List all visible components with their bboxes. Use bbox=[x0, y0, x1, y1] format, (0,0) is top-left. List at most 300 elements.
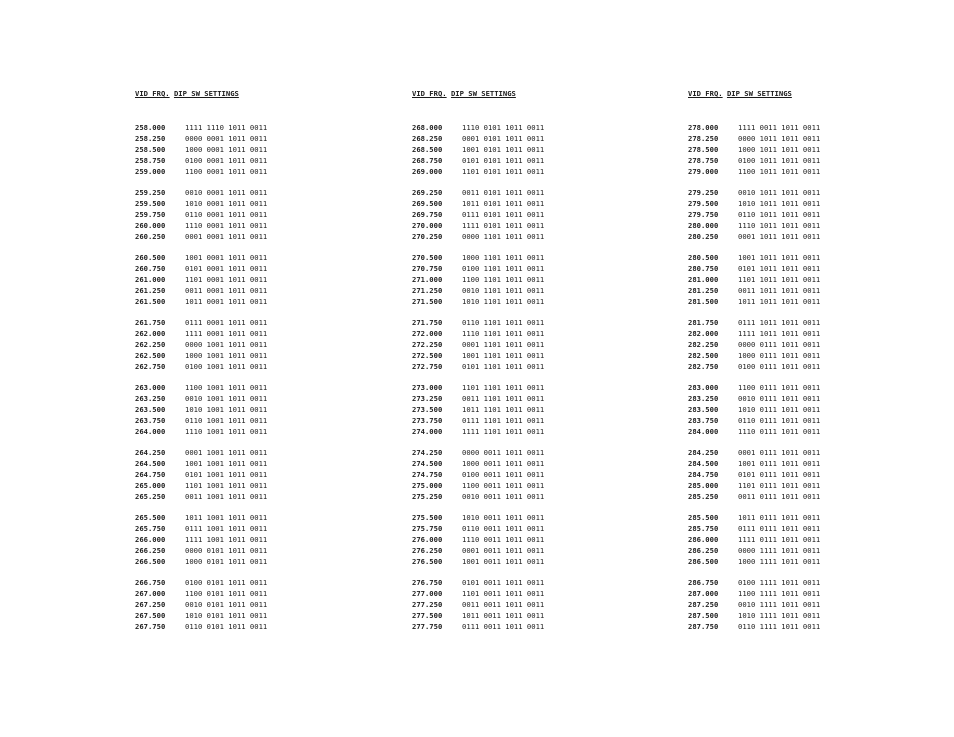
frequency-cell: 275.750 bbox=[412, 524, 443, 534]
dip-switch-cell: 1011 0011 1011 0011 bbox=[462, 611, 545, 620]
dip-switch-cell: 1001 0111 1011 0011 bbox=[738, 459, 821, 469]
table-row bbox=[688, 134, 928, 145]
dip-switch-cell: 1010 1111 1011 0011 bbox=[738, 611, 821, 620]
row-group bbox=[412, 253, 652, 307]
dip-switch-cell: 1000 0101 1011 0011 bbox=[185, 556, 268, 566]
dip-switch-cell: 0110 0111 1011 0011 bbox=[738, 415, 821, 425]
frequency-cell: 270.750 bbox=[412, 263, 443, 273]
frequency-cell: 269.250 bbox=[412, 188, 443, 198]
dip-switch-cell: 1101 0111 1011 0011 bbox=[738, 480, 821, 490]
row-groups bbox=[688, 123, 928, 633]
dip-switch-cell: 0010 1101 1011 0011 bbox=[462, 285, 545, 295]
frequency-cell: 283.000 bbox=[688, 383, 719, 393]
table-row bbox=[412, 427, 652, 438]
frequency-cell: 278.750 bbox=[688, 155, 719, 165]
frequency-cell: 285.750 bbox=[688, 524, 719, 534]
frequency-cell: 280.500 bbox=[688, 253, 719, 263]
table-row bbox=[688, 513, 928, 524]
dip-switch-cell: 1000 1101 1011 0011 bbox=[462, 253, 545, 263]
dip-switch-cell: 1110 0001 1011 0011 bbox=[185, 220, 268, 230]
dip-switch-cell: 1011 0001 1011 0011 bbox=[185, 296, 268, 306]
dip-switch-cell: 0110 1111 1011 0011 bbox=[738, 621, 821, 631]
table-row bbox=[412, 286, 652, 297]
table-row bbox=[135, 405, 375, 416]
frequency-cell: 266.000 bbox=[135, 535, 166, 545]
table-column-3 bbox=[688, 87, 928, 643]
table-row bbox=[688, 199, 928, 210]
table-row bbox=[688, 188, 928, 199]
frequency-cell: 271.750 bbox=[412, 318, 443, 328]
dip-switch-cell: 0101 0101 1011 0011 bbox=[462, 155, 545, 165]
table-row bbox=[412, 557, 652, 568]
table-row bbox=[412, 145, 652, 156]
table-row bbox=[412, 264, 652, 275]
table-row bbox=[135, 297, 375, 308]
table-row bbox=[688, 427, 928, 438]
frequency-cell: 278.500 bbox=[688, 144, 719, 154]
frequency-cell: 271.500 bbox=[412, 296, 443, 306]
table-column-1 bbox=[135, 87, 375, 643]
table-row bbox=[135, 589, 375, 600]
frequency-cell: 261.750 bbox=[135, 318, 166, 328]
table-row bbox=[412, 329, 652, 340]
frequency-cell: 265.250 bbox=[135, 491, 166, 501]
frequency-cell: 284.750 bbox=[688, 470, 719, 480]
frequency-cell: 281.250 bbox=[688, 285, 719, 295]
dip-switch-cell: 1111 1110 1011 0011 bbox=[185, 123, 268, 132]
frequency-cell: 261.500 bbox=[135, 296, 166, 306]
frequency-cell: 279.000 bbox=[688, 166, 719, 176]
table-row bbox=[135, 318, 375, 329]
frequency-cell: 267.500 bbox=[135, 611, 166, 620]
dip-switch-cell: 0000 0111 1011 0011 bbox=[738, 339, 821, 349]
frequency-cell: 262.250 bbox=[135, 339, 166, 349]
table-row bbox=[135, 546, 375, 557]
dip-switch-cell: 1100 0011 1011 0011 bbox=[462, 480, 545, 490]
table-row bbox=[135, 275, 375, 286]
frequency-cell: 276.750 bbox=[412, 578, 443, 588]
frequency-cell: 279.500 bbox=[688, 198, 719, 208]
frequency-cell: 274.000 bbox=[412, 426, 443, 436]
dip-switch-cell: 0100 1011 1011 0011 bbox=[738, 155, 821, 165]
dip-switch-cell: 1001 1001 1011 0011 bbox=[185, 459, 268, 469]
dip-switch-cell: 0011 1011 1011 0011 bbox=[738, 285, 821, 295]
dip-switch-cell: 0001 0101 1011 0011 bbox=[462, 133, 545, 143]
dip-switch-cell: 0111 1011 1011 0011 bbox=[738, 318, 821, 328]
table-row bbox=[688, 286, 928, 297]
frequency-cell: 272.250 bbox=[412, 339, 443, 349]
frequency-cell: 279.250 bbox=[688, 188, 719, 198]
frequency-cell: 277.000 bbox=[412, 589, 443, 599]
dip-switch-cell: 0000 1111 1011 0011 bbox=[738, 545, 821, 555]
frequency-cell: 260.500 bbox=[135, 253, 166, 263]
table-row bbox=[688, 394, 928, 405]
table-row bbox=[135, 221, 375, 232]
frequency-cell: 263.750 bbox=[135, 415, 166, 425]
table-row bbox=[688, 253, 928, 264]
frequency-cell: 268.500 bbox=[412, 144, 443, 154]
table-row bbox=[412, 535, 652, 546]
dip-switch-cell: 1100 0001 1011 0011 bbox=[185, 166, 268, 176]
table-row bbox=[688, 318, 928, 329]
frequency-cell: 287.500 bbox=[688, 611, 719, 620]
frequency-cell: 282.500 bbox=[688, 350, 719, 360]
frequency-cell: 281.000 bbox=[688, 274, 719, 284]
row-group bbox=[688, 578, 928, 632]
dip-switch-cell: 0000 1011 1011 0011 bbox=[738, 133, 821, 143]
table-row bbox=[135, 329, 375, 340]
table-row bbox=[412, 210, 652, 221]
table-row bbox=[412, 232, 652, 243]
frequency-cell: 264.250 bbox=[135, 448, 166, 458]
frequency-cell: 281.500 bbox=[688, 296, 719, 306]
frequency-cell: 271.250 bbox=[412, 285, 443, 295]
table-row bbox=[135, 383, 375, 394]
table-row bbox=[412, 188, 652, 199]
frequency-cell: 269.000 bbox=[412, 166, 443, 176]
table-row bbox=[412, 167, 652, 178]
frequency-cell: 270.250 bbox=[412, 231, 443, 241]
table-row bbox=[688, 156, 928, 167]
dip-switch-cell: 0011 0111 1011 0011 bbox=[738, 491, 821, 501]
dip-switch-cell: 1111 0111 1011 0011 bbox=[738, 535, 821, 545]
table-row bbox=[135, 535, 375, 546]
row-group bbox=[688, 188, 928, 242]
table-row bbox=[412, 546, 652, 557]
dip-switch-cell: 0100 1001 1011 0011 bbox=[185, 361, 268, 371]
table-row bbox=[412, 297, 652, 308]
table-row bbox=[688, 383, 928, 394]
dip-switch-cell: 0110 1011 1011 0011 bbox=[738, 209, 821, 219]
dip-switch-cell: 1010 0111 1011 0011 bbox=[738, 404, 821, 414]
dip-switch-cell: 0110 0101 1011 0011 bbox=[185, 621, 268, 631]
frequency-cell: 283.500 bbox=[688, 404, 719, 414]
frequency-cell: 273.750 bbox=[412, 415, 443, 425]
dip-switch-cell: 1000 1001 1011 0011 bbox=[185, 350, 268, 360]
dip-switch-cell: 0110 1101 1011 0011 bbox=[462, 318, 545, 328]
dip-switch-cell: 1111 0011 1011 0011 bbox=[738, 123, 821, 132]
frequency-cell: 264.000 bbox=[135, 426, 166, 436]
frequency-cell: 286.250 bbox=[688, 545, 719, 555]
dip-switch-cell: 0000 0011 1011 0011 bbox=[462, 448, 545, 458]
row-group bbox=[135, 383, 375, 437]
frequency-cell: 268.250 bbox=[412, 133, 443, 143]
frequency-cell: 268.000 bbox=[412, 123, 443, 132]
dip-switch-cell: 1010 1101 1011 0011 bbox=[462, 296, 545, 306]
dip-switch-cell: 1100 1101 1011 0011 bbox=[462, 274, 545, 284]
dip-switch-cell: 0101 0011 1011 0011 bbox=[462, 578, 545, 588]
frequency-cell: 283.250 bbox=[688, 394, 719, 404]
frequency-cell: 286.000 bbox=[688, 535, 719, 545]
dip-switch-cell: 1100 1001 1011 0011 bbox=[185, 383, 268, 393]
dip-switch-cell: 1101 0001 1011 0011 bbox=[185, 274, 268, 284]
frequency-cell: 284.250 bbox=[688, 448, 719, 458]
table-row bbox=[135, 167, 375, 178]
table-row bbox=[688, 416, 928, 427]
row-group bbox=[412, 578, 652, 632]
row-group bbox=[135, 318, 375, 372]
dip-switch-cell: 0001 0111 1011 0011 bbox=[738, 448, 821, 458]
dip-switch-cell: 0010 1001 1011 0011 bbox=[185, 394, 268, 404]
table-row bbox=[688, 275, 928, 286]
table-row bbox=[135, 492, 375, 503]
dip-switch-cell: 0100 0001 1011 0011 bbox=[185, 155, 268, 165]
dip-switch-cell: 0101 0001 1011 0011 bbox=[185, 263, 268, 273]
dip-switch-cell: 1101 0101 1011 0011 bbox=[462, 166, 545, 176]
frequency-cell: 267.750 bbox=[135, 621, 166, 631]
dip-switch-cell: 0000 0001 1011 0011 bbox=[185, 133, 268, 143]
table-row bbox=[135, 351, 375, 362]
table-row bbox=[412, 362, 652, 373]
dip-switch-cell: 1011 0111 1011 0011 bbox=[738, 513, 821, 523]
dip-switch-cell: 1111 0001 1011 0011 bbox=[185, 329, 268, 339]
dip-switch-cell: 0010 0001 1011 0011 bbox=[185, 188, 268, 198]
frequency-cell: 277.750 bbox=[412, 621, 443, 631]
table-row bbox=[412, 383, 652, 394]
frequency-cell: 269.750 bbox=[412, 209, 443, 219]
dip-switch-cell: 1011 0101 1011 0011 bbox=[462, 198, 545, 208]
table-row bbox=[135, 232, 375, 243]
table-row bbox=[412, 589, 652, 600]
dip-switch-cell: 1001 1011 1011 0011 bbox=[738, 253, 821, 263]
dip-switch-cell: 0001 1011 1011 0011 bbox=[738, 231, 821, 241]
dip-switch-cell: 1111 1011 1011 0011 bbox=[738, 329, 821, 339]
frequency-cell: 266.250 bbox=[135, 545, 166, 555]
table-row bbox=[135, 557, 375, 568]
table-row bbox=[135, 253, 375, 264]
frequency-cell: 261.000 bbox=[135, 274, 166, 284]
row-group bbox=[135, 123, 375, 177]
dip-switch-cell: 1100 1111 1011 0011 bbox=[738, 589, 821, 599]
dip-switch-cell: 1110 0011 1011 0011 bbox=[462, 535, 545, 545]
frequency-cell: 278.000 bbox=[688, 123, 719, 132]
table-row bbox=[412, 513, 652, 524]
frequency-cell: 282.250 bbox=[688, 339, 719, 349]
dip-switch-cell: 1110 1001 1011 0011 bbox=[185, 426, 268, 436]
row-group bbox=[412, 448, 652, 502]
frequency-cell: 287.750 bbox=[688, 621, 719, 631]
column-header bbox=[135, 87, 375, 100]
frequency-cell: 270.000 bbox=[412, 220, 443, 230]
frequency-cell: 272.750 bbox=[412, 361, 443, 371]
dip-switch-cell: 0011 0101 1011 0011 bbox=[462, 188, 545, 198]
row-group bbox=[412, 188, 652, 242]
table-row bbox=[412, 622, 652, 633]
table-row bbox=[688, 167, 928, 178]
dip-switch-cell: 0111 0111 1011 0011 bbox=[738, 524, 821, 534]
table-row bbox=[135, 524, 375, 535]
table-row bbox=[135, 427, 375, 438]
frequency-cell: 270.500 bbox=[412, 253, 443, 263]
dip-switch-cell: 0100 0111 1011 0011 bbox=[738, 361, 821, 371]
dip-switch-cell: 0001 1001 1011 0011 bbox=[185, 448, 268, 458]
frequency-cell: 277.500 bbox=[412, 611, 443, 620]
dip-header: DIP SW SETTINGS bbox=[726, 89, 792, 98]
table-row bbox=[135, 340, 375, 351]
dip-switch-cell: 1111 0101 1011 0011 bbox=[462, 220, 545, 230]
table-row bbox=[412, 611, 652, 622]
dip-switch-cell: 0111 0011 1011 0011 bbox=[462, 621, 545, 631]
dip-switch-cell: 0110 0001 1011 0011 bbox=[185, 209, 268, 219]
table-row bbox=[412, 448, 652, 459]
dip-switch-cell: 0101 1001 1011 0011 bbox=[185, 470, 268, 480]
dip-switch-cell: 1001 0001 1011 0011 bbox=[185, 253, 268, 263]
frequency-cell: 259.750 bbox=[135, 209, 166, 219]
frequency-cell: 265.500 bbox=[135, 513, 166, 523]
frequency-cell: 266.500 bbox=[135, 556, 166, 566]
frequency-cell: 282.000 bbox=[688, 329, 719, 339]
table-row bbox=[688, 297, 928, 308]
frequency-cell: 274.500 bbox=[412, 459, 443, 469]
frequency-cell: 260.250 bbox=[135, 231, 166, 241]
frequency-cell: 259.000 bbox=[135, 166, 166, 176]
table-row bbox=[688, 405, 928, 416]
frequency-cell: 261.250 bbox=[135, 285, 166, 295]
table-row bbox=[412, 492, 652, 503]
table-row bbox=[688, 578, 928, 589]
dip-switch-cell: 0010 1011 1011 0011 bbox=[738, 188, 821, 198]
table-row bbox=[135, 600, 375, 611]
dip-switch-cell: 1001 0101 1011 0011 bbox=[462, 144, 545, 154]
frequency-cell: 280.250 bbox=[688, 231, 719, 241]
table-row bbox=[412, 481, 652, 492]
frequency-cell: 281.750 bbox=[688, 318, 719, 328]
table-row bbox=[135, 134, 375, 145]
frequency-cell: 273.000 bbox=[412, 383, 443, 393]
frequency-cell: 262.500 bbox=[135, 350, 166, 360]
table-row bbox=[688, 221, 928, 232]
dip-switch-cell: 1001 0011 1011 0011 bbox=[462, 556, 545, 566]
table-row bbox=[688, 481, 928, 492]
dip-switch-cell: 1110 0111 1011 0011 bbox=[738, 426, 821, 436]
frequency-cell: 279.750 bbox=[688, 209, 719, 219]
dip-switch-cell: 1101 1001 1011 0011 bbox=[185, 480, 268, 490]
dip-switch-cell: 0111 1101 1011 0011 bbox=[462, 415, 545, 425]
dip-switch-cell: 0010 1111 1011 0011 bbox=[738, 600, 821, 610]
dip-switch-cell: 0100 0101 1011 0011 bbox=[185, 578, 268, 588]
frequency-cell: 277.250 bbox=[412, 600, 443, 610]
table-row bbox=[135, 156, 375, 167]
table-row bbox=[688, 264, 928, 275]
dip-switch-cell: 1100 0101 1011 0011 bbox=[185, 589, 268, 599]
dip-switch-cell: 1100 1011 1011 0011 bbox=[738, 166, 821, 176]
row-group bbox=[412, 123, 652, 177]
row-group bbox=[688, 123, 928, 177]
frequency-cell: 274.750 bbox=[412, 470, 443, 480]
table-row bbox=[135, 622, 375, 633]
dip-switch-cell: 0001 0011 1011 0011 bbox=[462, 545, 545, 555]
row-group bbox=[688, 253, 928, 307]
table-row bbox=[135, 470, 375, 481]
table-row bbox=[135, 416, 375, 427]
table-row bbox=[688, 362, 928, 373]
frequency-cell: 275.000 bbox=[412, 480, 443, 490]
frequency-cell: 284.000 bbox=[688, 426, 719, 436]
table-row bbox=[412, 470, 652, 481]
frequency-cell: 276.250 bbox=[412, 545, 443, 555]
table-row bbox=[688, 622, 928, 633]
frequency-cell: 287.250 bbox=[688, 600, 719, 610]
frequency-cell: 272.500 bbox=[412, 350, 443, 360]
frequency-cell: 258.750 bbox=[135, 155, 166, 165]
row-group bbox=[135, 188, 375, 242]
frequency-cell: 286.750 bbox=[688, 578, 719, 588]
table-row bbox=[412, 123, 652, 134]
table-row bbox=[412, 221, 652, 232]
dip-switch-cell: 1110 1101 1011 0011 bbox=[462, 329, 545, 339]
dip-switch-cell: 0001 1101 1011 0011 bbox=[462, 339, 545, 349]
table-row bbox=[135, 199, 375, 210]
frequency-cell: 264.500 bbox=[135, 459, 166, 469]
frequency-cell: 263.000 bbox=[135, 383, 166, 393]
dip-switch-cell: 1000 0111 1011 0011 bbox=[738, 350, 821, 360]
table-row bbox=[688, 557, 928, 568]
table-row bbox=[135, 448, 375, 459]
row-group bbox=[688, 513, 928, 567]
table-row bbox=[688, 535, 928, 546]
table-row bbox=[412, 394, 652, 405]
frequency-cell: 286.500 bbox=[688, 556, 719, 566]
frequency-cell: 267.000 bbox=[135, 589, 166, 599]
table-row bbox=[135, 513, 375, 524]
row-group bbox=[412, 383, 652, 437]
column-header bbox=[412, 87, 652, 100]
dip-switch-cell: 1011 1011 1011 0011 bbox=[738, 296, 821, 306]
dip-switch-cell: 0101 0111 1011 0011 bbox=[738, 470, 821, 480]
table-row bbox=[412, 134, 652, 145]
dip-switch-cell: 0101 1101 1011 0011 bbox=[462, 361, 545, 371]
dip-switch-cell: 1000 0011 1011 0011 bbox=[462, 459, 545, 469]
table-row bbox=[135, 210, 375, 221]
table-row bbox=[412, 351, 652, 362]
table-row bbox=[135, 578, 375, 589]
frequency-cell: 272.000 bbox=[412, 329, 443, 339]
table-row bbox=[412, 253, 652, 264]
table-row bbox=[135, 394, 375, 405]
frequency-cell: 284.500 bbox=[688, 459, 719, 469]
frequency-cell: 263.250 bbox=[135, 394, 166, 404]
frequency-cell: 275.500 bbox=[412, 513, 443, 523]
row-group bbox=[688, 383, 928, 437]
dip-switch-cell: 0111 0101 1011 0011 bbox=[462, 209, 545, 219]
row-group bbox=[135, 448, 375, 502]
dip-switch-cell: 0111 1001 1011 0011 bbox=[185, 524, 268, 534]
dip-switch-cell: 0100 1101 1011 0011 bbox=[462, 263, 545, 273]
dip-switch-cell: 1101 0011 1011 0011 bbox=[462, 589, 545, 599]
dip-switch-cell: 1010 1011 1011 0011 bbox=[738, 198, 821, 208]
table-row bbox=[135, 264, 375, 275]
frequency-cell: 265.750 bbox=[135, 524, 166, 534]
table-row bbox=[688, 600, 928, 611]
dip-switch-cell: 1000 1111 1011 0011 bbox=[738, 556, 821, 566]
table-row bbox=[412, 199, 652, 210]
frequency-cell: 273.500 bbox=[412, 404, 443, 414]
table-row bbox=[688, 232, 928, 243]
dip-switch-cell: 0010 0011 1011 0011 bbox=[462, 491, 545, 501]
table-row bbox=[412, 340, 652, 351]
dip-switch-cell: 1011 1101 1011 0011 bbox=[462, 404, 545, 414]
frequency-cell: 262.750 bbox=[135, 361, 166, 371]
dip-switch-cell: 0000 1101 1011 0011 bbox=[462, 231, 545, 241]
dip-switch-cell: 1111 1101 1011 0011 bbox=[462, 426, 545, 436]
frequency-cell: 262.000 bbox=[135, 329, 166, 339]
table-row bbox=[412, 524, 652, 535]
row-group bbox=[688, 318, 928, 372]
frequency-cell: 260.000 bbox=[135, 220, 166, 230]
table-row bbox=[412, 578, 652, 589]
row-group bbox=[688, 448, 928, 502]
dip-switch-cell: 0001 0001 1011 0011 bbox=[185, 231, 268, 241]
